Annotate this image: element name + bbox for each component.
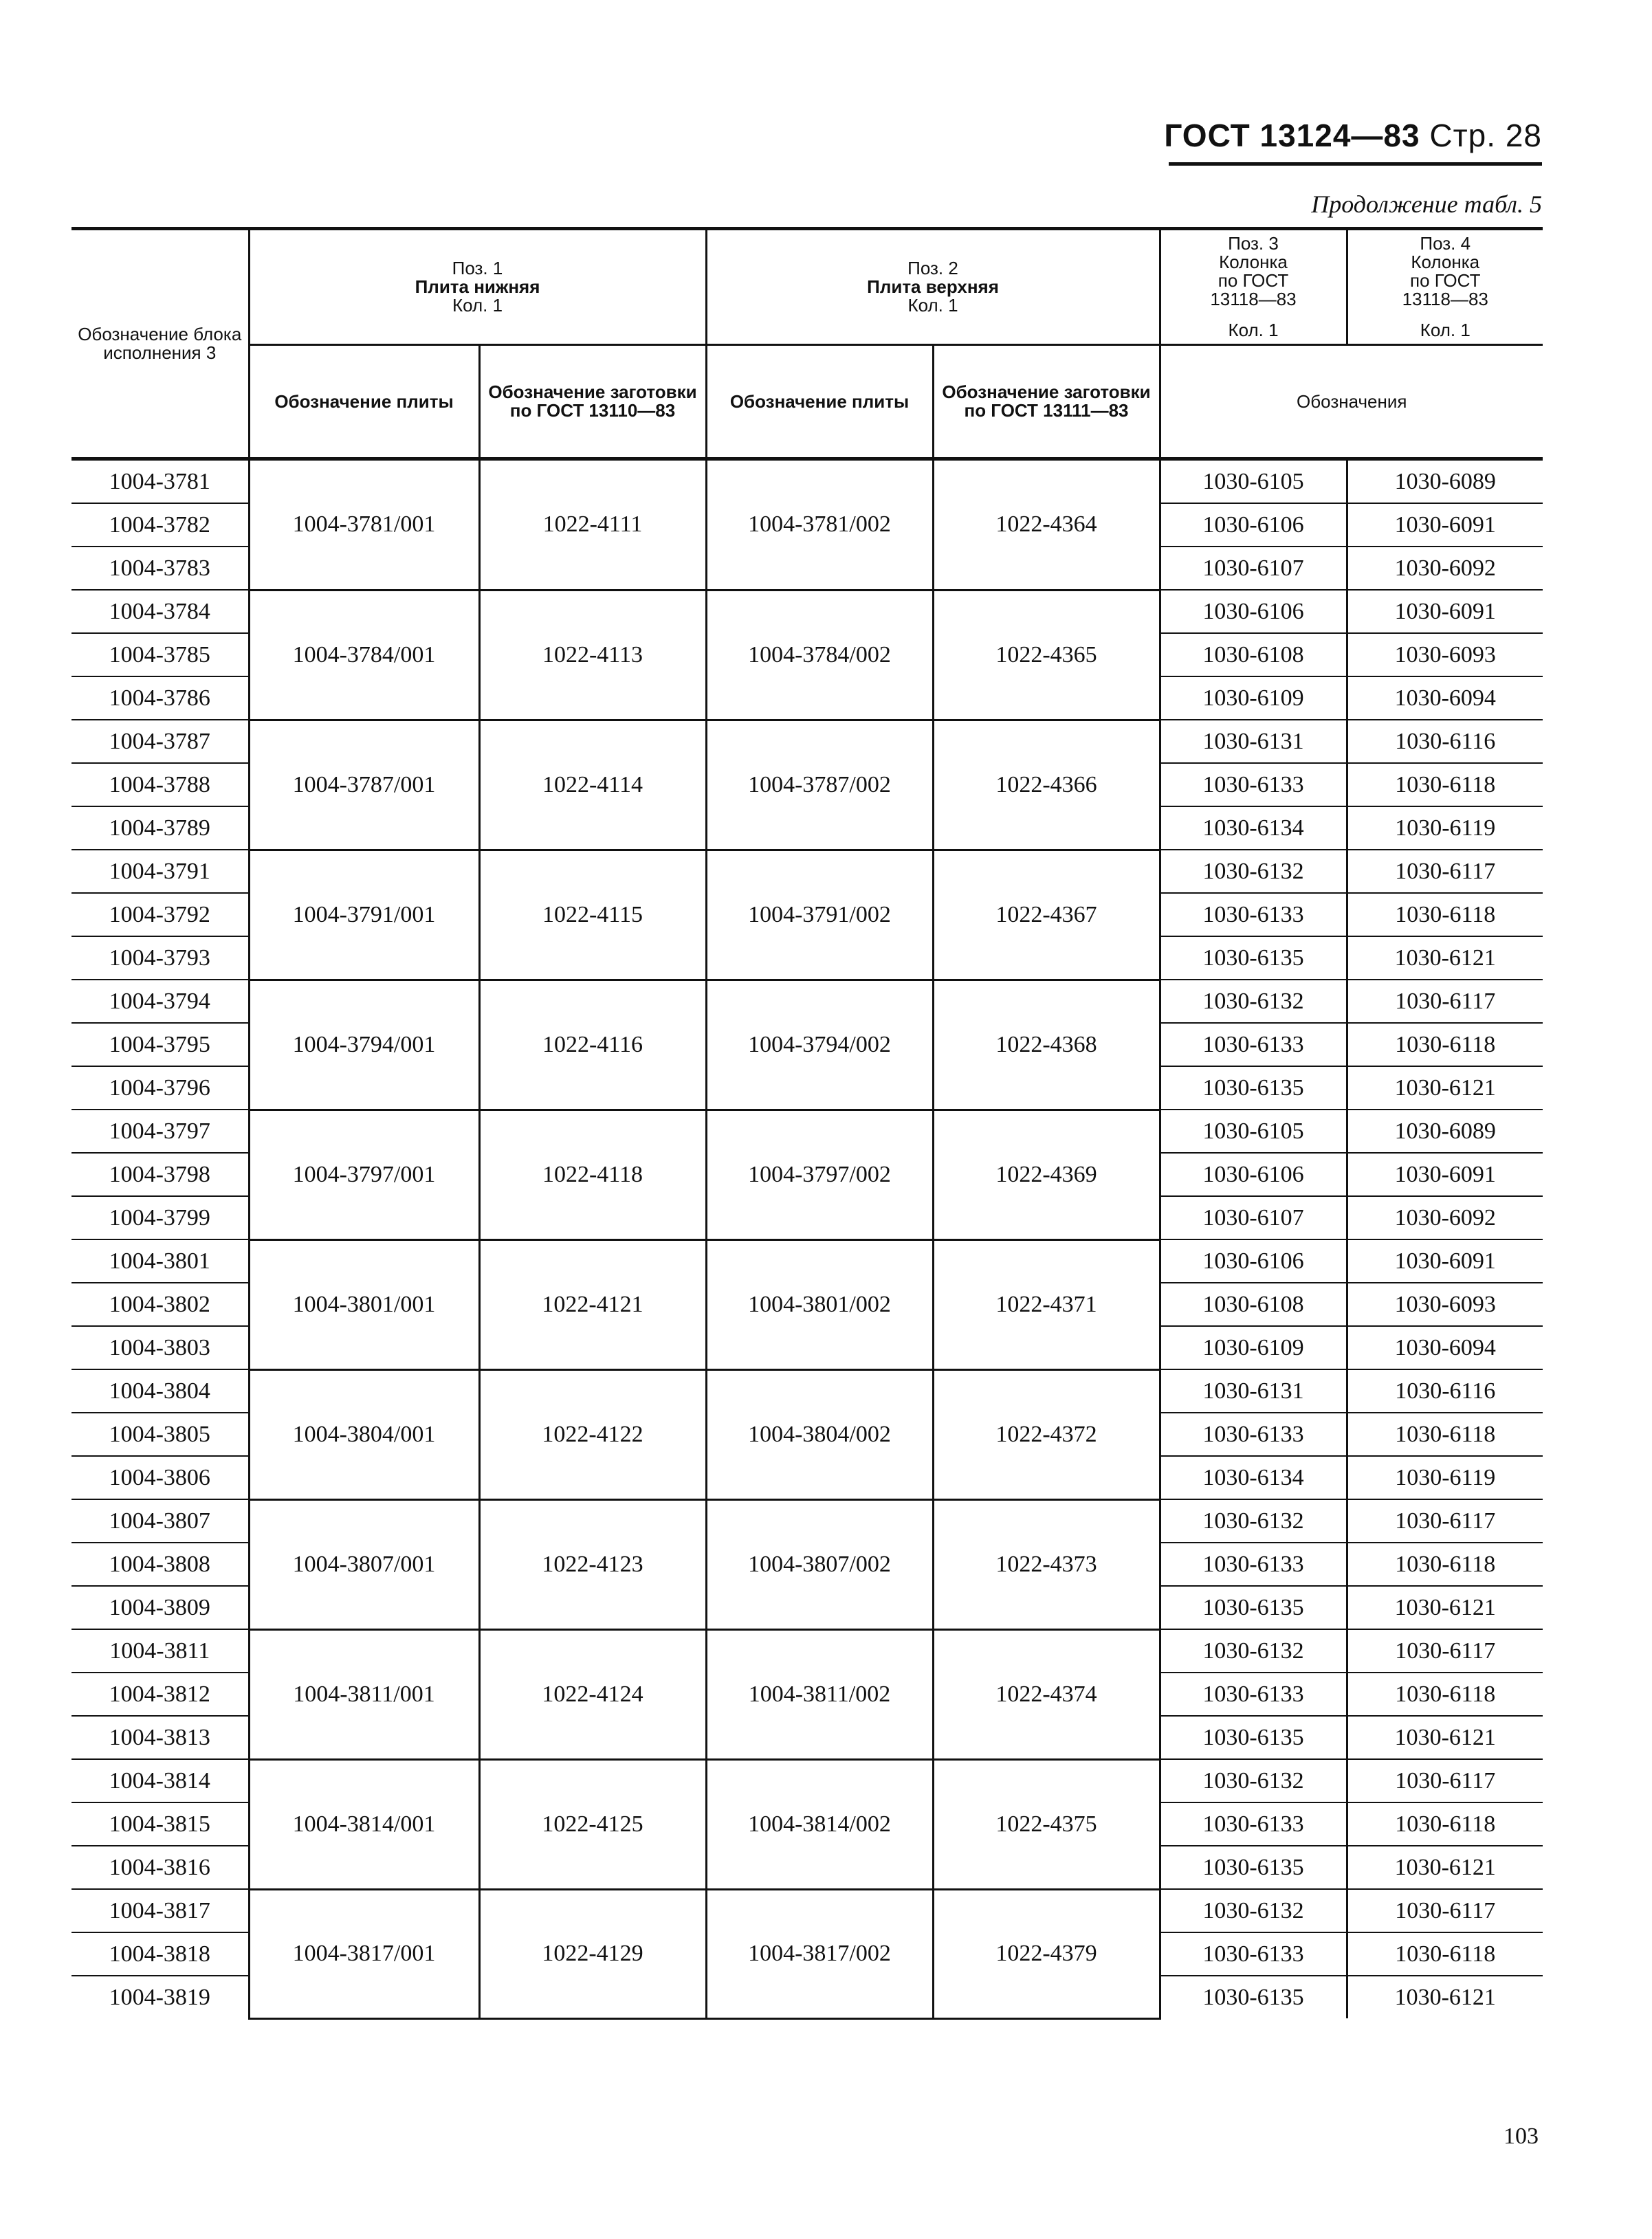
column-pos4-cell: 1030-6093 xyxy=(1347,633,1543,676)
upper-plate-cell: 1004-3781/002 xyxy=(706,459,933,591)
upper-plate-cell: 1004-3787/002 xyxy=(706,720,933,850)
block-designation-cell: 1004-3793 xyxy=(71,936,249,980)
column-pos4-cell: 1030-6116 xyxy=(1347,720,1543,763)
header-upper-plate: Обозначение плиты xyxy=(706,345,933,459)
column-pos4-cell: 1030-6118 xyxy=(1347,1802,1543,1846)
column-pos3-cell: 1030-6132 xyxy=(1160,1629,1347,1673)
column-pos3-cell: 1030-6135 xyxy=(1160,1586,1347,1629)
column-pos4-cell: 1030-6117 xyxy=(1347,1629,1543,1673)
column-pos3-cell: 1030-6132 xyxy=(1160,1759,1347,1802)
upper-plate-cell: 1004-3791/002 xyxy=(706,850,933,980)
lower-plate-cell: 1004-3807/001 xyxy=(249,1499,479,1629)
pos2-name: Плита верхняя xyxy=(867,276,999,297)
column-pos3-cell: 1030-6135 xyxy=(1160,1846,1347,1889)
block-designation-cell: 1004-3797 xyxy=(71,1110,249,1153)
pos2-qty: Кол. 1 xyxy=(907,295,958,316)
upper-blank-cell: 1022-4369 xyxy=(933,1110,1160,1239)
block-designation-cell: 1004-3792 xyxy=(71,893,249,936)
pos3-title: Поз. 3 xyxy=(1228,233,1279,254)
upper-blank-cell: 1022-4366 xyxy=(933,720,1160,850)
column-pos3-cell: 1030-6135 xyxy=(1160,936,1347,980)
table-row xyxy=(71,980,1543,1023)
block-designation-cell: 1004-3816 xyxy=(71,1846,249,1889)
column-pos4-cell: 1030-6121 xyxy=(1347,1586,1543,1629)
block-designation-cell: 1004-3785 xyxy=(71,633,249,676)
table-row xyxy=(71,1110,1543,1153)
lower-blank-cell: 1022-4111 xyxy=(479,459,706,591)
header-pos1 xyxy=(249,229,706,345)
column-pos3-cell: 1030-6133 xyxy=(1160,1802,1347,1846)
column-pos3-cell: 1030-6135 xyxy=(1160,1066,1347,1110)
column-pos4-cell: 1030-6091 xyxy=(1347,503,1543,547)
lower-blank-cell: 1022-4118 xyxy=(479,1110,706,1239)
column-pos3-cell: 1030-6132 xyxy=(1160,1499,1347,1543)
lower-plate-cell: 1004-3814/001 xyxy=(249,1759,479,1889)
lower-blank-cell: 1022-4124 xyxy=(479,1629,706,1759)
block-designation-cell: 1004-3813 xyxy=(71,1716,249,1759)
column-pos4-cell: 1030-6118 xyxy=(1347,893,1543,936)
column-pos3-cell: 1030-6131 xyxy=(1160,1369,1347,1413)
lower-blank-cell: 1022-4121 xyxy=(479,1239,706,1369)
table-row xyxy=(71,459,1543,504)
column-pos4-cell: 1030-6117 xyxy=(1347,1889,1543,1932)
lower-plate-cell: 1004-3811/001 xyxy=(249,1629,479,1759)
pos4-title: Поз. 4 xyxy=(1420,233,1471,254)
column-pos4-cell: 1030-6121 xyxy=(1347,1066,1543,1110)
column-pos4-cell: 1030-6089 xyxy=(1347,459,1543,504)
column-pos4-cell: 1030-6116 xyxy=(1347,1369,1543,1413)
column-pos3-cell: 1030-6133 xyxy=(1160,1543,1347,1586)
pos3-name: Колонка xyxy=(1219,252,1288,272)
column-pos3-cell: 1030-6133 xyxy=(1160,1023,1347,1066)
column-pos4-cell: 1030-6117 xyxy=(1347,1759,1543,1802)
column-pos4-cell: 1030-6094 xyxy=(1347,1326,1543,1369)
lower-blank-cell: 1022-4116 xyxy=(479,980,706,1110)
block-designation-cell: 1004-3802 xyxy=(71,1283,249,1326)
column-pos4-cell: 1030-6118 xyxy=(1347,1932,1543,1976)
column-pos4-cell: 1030-6121 xyxy=(1347,1716,1543,1759)
pos3-std2: 13118—83 xyxy=(1210,289,1297,309)
lower-plate-cell: 1004-3804/001 xyxy=(249,1369,479,1499)
pos1-qty: Кол. 1 xyxy=(452,295,503,316)
lower-blank-cell: 1022-4129 xyxy=(479,1889,706,2018)
block-designation-cell: 1004-3782 xyxy=(71,503,249,547)
block-designation-cell: 1004-3801 xyxy=(71,1239,249,1283)
header-pos2 xyxy=(706,229,1160,345)
table-row xyxy=(71,850,1543,893)
column-pos3-cell: 1030-6105 xyxy=(1160,1110,1347,1153)
lower-plate-cell: 1004-3797/001 xyxy=(249,1110,479,1239)
block-designation-cell: 1004-3818 xyxy=(71,1932,249,1976)
upper-blank-cell: 1022-4375 xyxy=(933,1759,1160,1889)
column-pos3-cell: 1030-6135 xyxy=(1160,1976,1347,2018)
column-pos4-cell: 1030-6118 xyxy=(1347,763,1543,806)
lower-plate-cell: 1004-3794/001 xyxy=(249,980,479,1110)
pos2-title: Поз. 2 xyxy=(907,258,958,278)
gost-label: ГОСТ 13124—83 xyxy=(1164,118,1420,153)
table-row xyxy=(71,720,1543,763)
column-pos4-cell: 1030-6121 xyxy=(1347,1976,1543,2018)
column-pos3-cell: 1030-6133 xyxy=(1160,1932,1347,1976)
column-pos3-cell: 1030-6106 xyxy=(1160,590,1347,633)
column-pos3-cell: 1030-6135 xyxy=(1160,1716,1347,1759)
lower-blank-cell: 1022-4122 xyxy=(479,1369,706,1499)
header-pos4 xyxy=(1347,229,1543,345)
column-pos4-cell: 1030-6093 xyxy=(1347,1283,1543,1326)
page-label: Стр. 28 xyxy=(1429,118,1542,153)
block-designation-cell: 1004-3815 xyxy=(71,1802,249,1846)
table-row xyxy=(71,1369,1543,1413)
lower-plate-cell: 1004-3817/001 xyxy=(249,1889,479,2018)
table-row xyxy=(71,1889,1543,1932)
column-pos4-cell: 1030-6117 xyxy=(1347,980,1543,1023)
column-pos3-cell: 1030-6107 xyxy=(1160,547,1347,590)
block-designation-cell: 1004-3804 xyxy=(71,1369,249,1413)
column-pos4-cell: 1030-6091 xyxy=(1347,590,1543,633)
lower-plate-cell: 1004-3781/001 xyxy=(249,459,479,591)
pos4-qty: Кол. 1 xyxy=(1420,320,1471,340)
column-pos4-cell: 1030-6119 xyxy=(1347,1456,1543,1499)
table-row xyxy=(71,1239,1543,1283)
pos4-std1: по ГОСТ xyxy=(1410,270,1481,291)
header-lower-blank: Обозначение заготовки по ГОСТ 13110—83 xyxy=(479,345,706,459)
block-designation-cell: 1004-3789 xyxy=(71,806,249,850)
pos1-title: Поз. 1 xyxy=(452,258,503,278)
header-upper-blank: Обозначение заготовки по ГОСТ 13111—83 xyxy=(933,345,1160,459)
page-number: 103 xyxy=(1504,2124,1539,2149)
upper-plate-cell: 1004-3784/002 xyxy=(706,590,933,720)
upper-plate-cell: 1004-3794/002 xyxy=(706,980,933,1110)
page-header xyxy=(1164,117,1542,154)
block-designation-cell: 1004-3784 xyxy=(71,590,249,633)
table-row xyxy=(71,1499,1543,1543)
upper-plate-cell: 1004-3797/002 xyxy=(706,1110,933,1239)
column-pos3-cell: 1030-6109 xyxy=(1160,1326,1347,1369)
lower-blank-cell: 1022-4125 xyxy=(479,1759,706,1889)
lower-plate-cell: 1004-3787/001 xyxy=(249,720,479,850)
header-block-designation: Обозначение блока исполнения 3 xyxy=(78,324,242,363)
table-body xyxy=(71,459,1543,2019)
upper-blank-cell: 1022-4367 xyxy=(933,850,1160,980)
header-lower-plate: Обозначение плиты xyxy=(249,345,479,459)
pos3-qty: Кол. 1 xyxy=(1228,320,1279,340)
block-designation-cell: 1004-3791 xyxy=(71,850,249,893)
upper-blank-cell: 1022-4372 xyxy=(933,1369,1160,1499)
pos4-name: Колонка xyxy=(1411,252,1480,272)
block-designation-cell: 1004-3798 xyxy=(71,1153,249,1196)
column-pos3-cell: 1030-6109 xyxy=(1160,676,1347,720)
upper-plate-cell: 1004-3801/002 xyxy=(706,1239,933,1369)
lower-blank-cell: 1022-4115 xyxy=(479,850,706,980)
lower-blank-cell: 1022-4113 xyxy=(479,590,706,720)
column-pos4-cell: 1030-6118 xyxy=(1347,1023,1543,1066)
column-pos3-cell: 1030-6106 xyxy=(1160,503,1347,547)
column-pos3-cell: 1030-6108 xyxy=(1160,1283,1347,1326)
block-designation-cell: 1004-3805 xyxy=(71,1413,249,1456)
lower-plate-cell: 1004-3791/001 xyxy=(249,850,479,980)
table-row xyxy=(71,1759,1543,1802)
block-designation-cell: 1004-3794 xyxy=(71,980,249,1023)
column-pos4-cell: 1030-6121 xyxy=(1347,1846,1543,1889)
lower-plate-cell: 1004-3784/001 xyxy=(249,590,479,720)
column-pos4-cell: 1030-6119 xyxy=(1347,806,1543,850)
column-pos4-cell: 1030-6117 xyxy=(1347,850,1543,893)
column-pos3-cell: 1030-6106 xyxy=(1160,1153,1347,1196)
upper-blank-cell: 1022-4365 xyxy=(933,590,1160,720)
block-designation-cell: 1004-3817 xyxy=(71,1889,249,1932)
column-pos3-cell: 1030-6134 xyxy=(1160,1456,1347,1499)
block-designation-cell: 1004-3809 xyxy=(71,1586,249,1629)
block-designation-cell: 1004-3786 xyxy=(71,676,249,720)
column-pos3-cell: 1030-6133 xyxy=(1160,1673,1347,1716)
column-pos3-cell: 1030-6132 xyxy=(1160,1889,1347,1932)
column-pos3-cell: 1030-6133 xyxy=(1160,1413,1347,1456)
lower-blank-cell: 1022-4123 xyxy=(479,1499,706,1629)
column-pos4-cell: 1030-6091 xyxy=(1347,1153,1543,1196)
block-designation-cell: 1004-3814 xyxy=(71,1759,249,1802)
upper-plate-cell: 1004-3807/002 xyxy=(706,1499,933,1629)
column-pos3-cell: 1030-6131 xyxy=(1160,720,1347,763)
column-pos4-cell: 1030-6118 xyxy=(1347,1543,1543,1586)
block-designation-cell: 1004-3788 xyxy=(71,763,249,806)
specification-table xyxy=(71,227,1543,2020)
column-pos3-cell: 1030-6106 xyxy=(1160,1239,1347,1283)
block-designation-cell: 1004-3795 xyxy=(71,1023,249,1066)
column-pos4-cell: 1030-6089 xyxy=(1347,1110,1543,1153)
block-designation-cell: 1004-3796 xyxy=(71,1066,249,1110)
upper-blank-cell: 1022-4368 xyxy=(933,980,1160,1110)
column-pos4-cell: 1030-6092 xyxy=(1347,547,1543,590)
block-designation-cell: 1004-3807 xyxy=(71,1499,249,1543)
column-pos4-cell: 1030-6118 xyxy=(1347,1413,1543,1456)
upper-blank-cell: 1022-4374 xyxy=(933,1629,1160,1759)
upper-blank-cell: 1022-4371 xyxy=(933,1239,1160,1369)
block-designation-cell: 1004-3811 xyxy=(71,1629,249,1673)
block-designation-cell: 1004-3808 xyxy=(71,1543,249,1586)
block-designation-cell: 1004-3806 xyxy=(71,1456,249,1499)
column-pos4-cell: 1030-6092 xyxy=(1347,1196,1543,1239)
table-row xyxy=(71,590,1543,633)
lower-plate-cell: 1004-3801/001 xyxy=(249,1239,479,1369)
column-pos4-cell: 1030-6094 xyxy=(1347,676,1543,720)
upper-plate-cell: 1004-3804/002 xyxy=(706,1369,933,1499)
block-designation-cell: 1004-3783 xyxy=(71,547,249,590)
upper-plate-cell: 1004-3817/002 xyxy=(706,1889,933,2018)
header-rule xyxy=(1169,162,1542,166)
column-pos3-cell: 1030-6107 xyxy=(1160,1196,1347,1239)
column-pos3-cell: 1030-6132 xyxy=(1160,850,1347,893)
column-pos4-cell: 1030-6121 xyxy=(1347,936,1543,980)
block-designation-cell: 1004-3787 xyxy=(71,720,249,763)
header-designations: Обозначения xyxy=(1160,345,1543,459)
table-continuation-note: Продолжение табл. 5 xyxy=(1311,190,1542,218)
block-designation-cell: 1004-3819 xyxy=(109,1984,210,2010)
column-pos3-cell: 1030-6133 xyxy=(1160,893,1347,936)
column-pos3-cell: 1030-6108 xyxy=(1160,633,1347,676)
pos1-name: Плита нижняя xyxy=(415,276,540,297)
lower-blank-cell: 1022-4114 xyxy=(479,720,706,850)
column-pos4-cell: 1030-6117 xyxy=(1347,1499,1543,1543)
column-pos3-cell: 1030-6134 xyxy=(1160,806,1347,850)
header-pos3 xyxy=(1160,229,1347,345)
column-pos4-cell: 1030-6118 xyxy=(1347,1673,1543,1716)
block-designation-cell: 1004-3812 xyxy=(71,1673,249,1716)
upper-plate-cell: 1004-3811/002 xyxy=(706,1629,933,1759)
column-pos3-cell: 1030-6105 xyxy=(1160,459,1347,504)
block-designation-cell: 1004-3803 xyxy=(71,1326,249,1369)
column-pos3-cell: 1030-6132 xyxy=(1160,980,1347,1023)
upper-blank-cell: 1022-4379 xyxy=(933,1889,1160,2018)
column-pos4-cell: 1030-6091 xyxy=(1347,1239,1543,1283)
upper-blank-cell: 1022-4373 xyxy=(933,1499,1160,1629)
pos3-std1: по ГОСТ xyxy=(1218,270,1289,291)
table-header xyxy=(71,229,1543,459)
block-designation-cell: 1004-3781 xyxy=(71,459,249,504)
pos4-std2: 13118—83 xyxy=(1402,289,1488,309)
column-pos3-cell: 1030-6133 xyxy=(1160,763,1347,806)
table-row xyxy=(71,1629,1543,1673)
upper-plate-cell: 1004-3814/002 xyxy=(706,1759,933,1889)
upper-blank-cell: 1022-4364 xyxy=(933,459,1160,591)
block-designation-cell: 1004-3799 xyxy=(71,1196,249,1239)
